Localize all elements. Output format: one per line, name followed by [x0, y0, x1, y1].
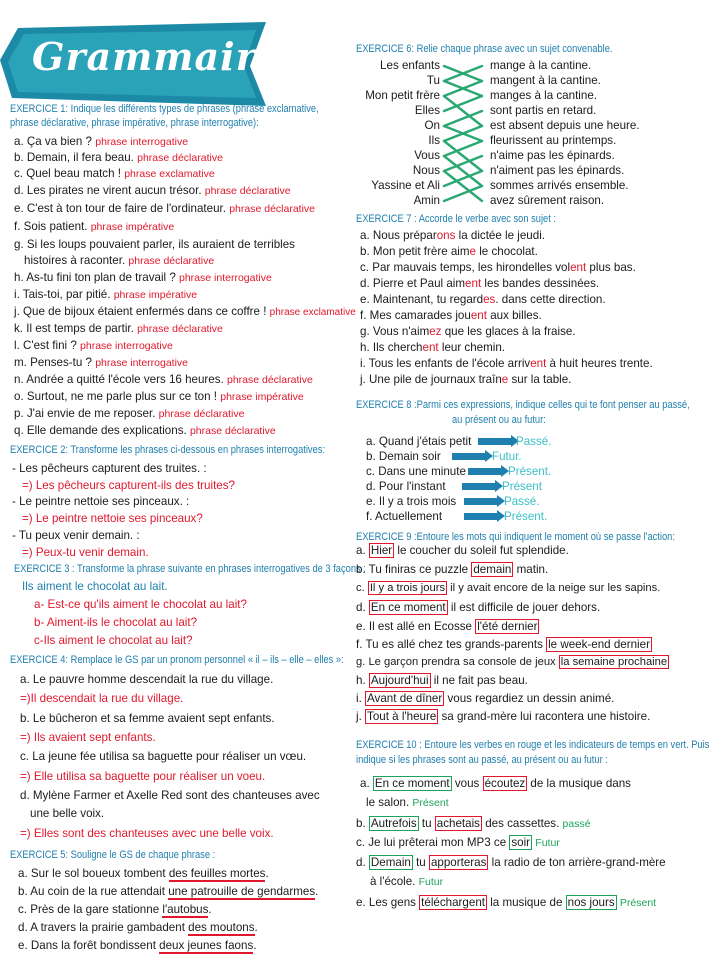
- ex5-heading: EXERCICE 5: Souligne le GS de chaque phrase :: [10, 849, 216, 861]
- ex8-answer: Présent.: [504, 510, 548, 523]
- ex4-heading: EXERCICE 4: Remplace le GS par un pronom personnel « il – ils – elle – elles »:: [10, 654, 344, 666]
- ex6-subject: Vous: [414, 149, 440, 162]
- ex9-item: d. En ce moment il est difficile de jouer dehors.: [356, 601, 601, 614]
- ex6-ending: sommes arrivés ensemble.: [490, 179, 629, 192]
- ex1-item-q: q. Elle demande des explications. phrase déclarative: [14, 424, 276, 437]
- ex6-subject: Ils: [428, 134, 440, 147]
- verb-circle: achetais: [436, 817, 480, 830]
- ex7-item: i. Tous les enfants de l'école arrivent à huit heures trente.: [360, 357, 653, 370]
- time-circle: Autrefois: [370, 817, 417, 830]
- ex10-item-c: c. Je lui prêterai mon MP3 ce soir Futur: [356, 836, 560, 849]
- ex1-item-g: g. Si les loups pouvaient parler, ils auraient de terribles: [14, 238, 295, 251]
- time-circle: Il y a trois jours: [369, 582, 446, 594]
- ex7-item: d. Pierre et Paul aiment les bandes dessinées.: [360, 277, 600, 290]
- ex9-item: c. Il y a trois jours il y avait encore de la neige sur les sapins.: [356, 582, 661, 594]
- ex1-item-i: i. Tais-toi, par pitié. phrase impérative: [14, 288, 198, 301]
- ex1-heading: EXERCICE 1: Indique les différents types de phrases (phrase exclamative, phrase déclarative, phrase impérative, phrase interrogative):: [10, 103, 319, 129]
- ex7-item: f. Mes camarades jouent aux billes.: [360, 309, 542, 322]
- gs-underline: l'autobus: [162, 903, 209, 916]
- ex1-item-g2: histoires à raconter. phrase déclarative: [24, 254, 215, 267]
- time-circle: Hier: [370, 544, 393, 557]
- ex8-expr: e. Il y a trois mois: [366, 495, 457, 508]
- ex1-item-h: h. As-tu fini ton plan de travail ? phrase interrogative: [14, 271, 272, 284]
- gs-underline: une patrouille de gendarmes: [168, 885, 316, 898]
- ex9-item: e. Il est allé en Ecosse l'été dernier: [356, 620, 538, 633]
- ex1-item-p: p. J'ai envie de me reposer. phrase déclarative: [14, 407, 245, 420]
- ex5-item-b: b. Au coin de la rue attendait une patrouille de gendarmes.: [18, 885, 319, 898]
- ex6-ending: manges à la cantine.: [490, 89, 597, 102]
- ex4-line-c: c. La jeune fée utilisa sa baguette pour réaliser un vœu.: [20, 750, 307, 763]
- ex6-ending: n'aiment pas les épinards.: [490, 164, 625, 177]
- ex2-heading: EXERCICE 2: Transforme les phrases ci-dessous en phrases interrogatives:: [10, 444, 326, 456]
- ex1-item-f: f. Sois patient. phrase impérative: [14, 220, 175, 233]
- ex8-heading-2: au présent ou au futur:: [452, 414, 546, 426]
- ex6-link-lines: [442, 58, 488, 210]
- arrow-icon: [462, 483, 496, 490]
- ex6-ending: fleurissent au printemps.: [490, 134, 617, 147]
- ex1-item-l: l. C'est fini ? phrase interrogative: [14, 339, 173, 352]
- ex4-line-d2: une belle voix.: [30, 807, 105, 820]
- time-circle: Demain: [370, 856, 411, 869]
- arrow-icon: [452, 453, 486, 460]
- verb-circle: apporteras: [430, 856, 487, 869]
- ex3-answer-c: c-Ils aiment le chocolat au lait?: [34, 634, 193, 647]
- ex8-expr: d. Pour l'instant: [366, 480, 446, 493]
- time-circle: Tout à l'heure: [367, 710, 437, 723]
- ex1-item-j: j. Que de bijoux étaient enfermés dans ce coffre ! phrase exclamative: [14, 305, 356, 318]
- ex10-item-a2: le salon. Présent: [366, 796, 449, 809]
- time-circle: nos jours: [567, 896, 615, 909]
- ex4-line-d: d. Mylène Farmer et Axelle Red sont des chanteuses avec: [20, 789, 320, 802]
- ex4-line-a: a. Le pauvre homme descendait la rue du village.: [20, 673, 274, 686]
- ex8-expr: c. Dans une minute: [366, 465, 466, 478]
- ex6-ending: est absent depuis une heure.: [490, 119, 640, 132]
- ex4-answer-c: =) Elle utilisa sa baguette pour réaliser un voeu.: [20, 770, 266, 783]
- ex8-heading: EXERCICE 8 :Parmi ces expressions, indique celles qui te font penser au passé,: [356, 399, 690, 411]
- ex8-answer: Futur.: [492, 450, 522, 463]
- ex10-heading-2: indique si les phrases sont au passé, au présent ou au futur :: [356, 754, 608, 766]
- ex9-item: g. Le garçon prendra sa console de jeux la semaine prochaine: [356, 656, 668, 668]
- time-circle: la semaine prochaine: [560, 656, 668, 668]
- ex4-answer-a: =)Il descendait la rue du village.: [20, 692, 184, 705]
- time-circle: Avant de dîner: [367, 692, 443, 705]
- ex1-item-e: e. C'est à ton tour de faire de l'ordinateur. phrase déclarative: [14, 202, 316, 215]
- gs-underline: deux jeunes faons: [159, 939, 254, 952]
- arrow-icon: [478, 438, 512, 445]
- ex6-subject: Les enfants: [380, 59, 440, 72]
- time-circle: Aujourd'hui: [370, 674, 429, 687]
- ex1-item-a: a. Ça va bien ? phrase interrogative: [14, 135, 189, 148]
- time-circle: demain: [473, 563, 512, 576]
- ex6-ending: n'aime pas les épinards.: [490, 149, 615, 162]
- time-circle: En ce moment: [374, 777, 450, 790]
- ex8-expr: f. Actuellement: [366, 510, 443, 523]
- ex3-sentence: Ils aiment le chocolat au lait.: [22, 580, 168, 593]
- ex8-expr: b. Demain soir: [366, 450, 441, 463]
- ex5-item-c: c. Près de la gare stationne l'autobus.: [18, 903, 212, 916]
- ex2-line-1: - Les pêcheurs capturent des truites. :: [12, 462, 207, 475]
- ex7-item: b. Mon petit frère aime le chocolat.: [360, 245, 538, 258]
- ex7-heading: EXERCICE 7 : Accorde le verbe avec son sujet :: [356, 213, 557, 225]
- ex6-ending: mangent à la cantine.: [490, 74, 601, 87]
- ex6-subject: Nous: [412, 164, 440, 177]
- ex8-answer: Présent: [502, 480, 542, 493]
- ex9-item: f. Tu es allé chez tes grands-parents le week-end dernier: [356, 638, 650, 651]
- ex4-answer-b: =) Ils avaient sept enfants.: [20, 731, 156, 744]
- ex9-heading: EXERCICE 9 :Entoure les mots qui indiquent le moment où se passe l'action:: [356, 531, 675, 543]
- ex6-subject: Amin: [413, 194, 440, 207]
- ex7-item: h. Ils cherchent leur chemin.: [360, 341, 506, 354]
- arrow-icon: [464, 498, 498, 505]
- ex9-item: b. Tu finiras ce puzzle demain matin.: [356, 563, 549, 576]
- ex8-expr: a. Quand j'étais petit: [366, 435, 472, 448]
- verb-circle: téléchargent: [421, 896, 485, 909]
- ex4-answer-d: =) Elles sont des chanteuses avec une belle voix.: [20, 827, 274, 840]
- ex3-answer-a: a- Est-ce qu'ils aiment le chocolat au lait?: [34, 598, 247, 611]
- ex10-item-e: e. Les gens téléchargent la musique de nos jours Présent: [356, 896, 657, 909]
- ex1-item-m: m. Penses-tu ? phrase interrogative: [14, 356, 189, 369]
- ex5-item-e: e. Dans la forêt bondissent deux jeunes faons.: [18, 939, 257, 952]
- ex6-ending: sont partis en retard.: [490, 104, 597, 117]
- ex9-item: j. Tout à l'heure sa grand-mère lui racontera une histoire.: [356, 710, 651, 723]
- ex1-item-b: b. Demain, il fera beau. phrase déclarative: [14, 151, 223, 164]
- ex1-item-o: o. Surtout, ne me parle plus sur ce ton ! phrase impérative: [14, 390, 304, 403]
- ex7-item: j. Une pile de journaux traîne sur la table.: [360, 373, 572, 386]
- ex2-line-2: - Le peintre nettoie ses pinceaux. :: [12, 495, 190, 508]
- time-circle: En ce moment: [370, 601, 446, 614]
- ex1-item-d: d. Les pirates ne virent aucun trésor. phrase déclarative: [14, 184, 291, 197]
- ex3-answer-b: b- Aiment-ils le chocolat au lait?: [34, 616, 198, 629]
- ex2-answer-2: =) Le peintre nettoie ses pinceaux?: [22, 512, 203, 525]
- ex7-item: e. Maintenant, tu regardes. dans cette direction.: [360, 293, 606, 306]
- ex1-item-c: c. Quel beau match ! phrase exclamative: [14, 167, 215, 180]
- ex6-subject: On: [424, 119, 440, 132]
- ex2-line-3: - Tu peux venir demain. :: [12, 529, 140, 542]
- ex9-item: i. Avant de dîner vous regardiez un dessin animé.: [356, 692, 615, 705]
- time-circle: l'été dernier: [477, 620, 538, 633]
- ex10-item-b: b. Autrefois tu achetais des cassettes. passé: [356, 817, 591, 830]
- verb-circle: écoutez: [484, 777, 526, 790]
- ex7-item: c. Par mauvais temps, les hirondelles volent plus bas.: [360, 261, 636, 274]
- ex7-item: a. Nous préparons la dictée le jeudi.: [360, 229, 545, 242]
- arrow-icon: [464, 513, 498, 520]
- ex5-item-a: a. Sur le sol boueux tombent des feuilles mortes.: [18, 867, 269, 880]
- ex10-heading: EXERCICE 10 : Entoure les verbes en rouge et les indicateurs de temps en vert. Puis: [356, 739, 709, 751]
- ex6-heading: EXERCICE 6: Relie chaque phrase avec un sujet convenable.: [356, 43, 613, 55]
- ex2-answer-1: =) Les pêcheurs capturent-ils des truites?: [22, 479, 235, 492]
- ex9-item: a. Hier le coucher du soleil fut splendide.: [356, 544, 569, 557]
- ex6-ending: avez sûrement raison.: [490, 194, 605, 207]
- ex8-answer: Passé.: [516, 435, 552, 448]
- gs-underline: des moutons: [188, 921, 255, 934]
- gs-underline: des feuilles mortes: [168, 867, 266, 880]
- ex7-item: g. Vous n'aimez que les glaces à la fraise.: [360, 325, 576, 338]
- ex6-ending: mange à la cantine.: [490, 59, 592, 72]
- ex1-item-k: k. Il est temps de partir. phrase déclarative: [14, 322, 223, 335]
- ex10-item-a: a. En ce moment vous écoutez de la musique dans: [360, 777, 631, 790]
- ex2-answer-3: =) Peux-tu venir demain.: [22, 546, 149, 559]
- ex9-item: h. Aujourd'hui il ne fait pas beau.: [356, 674, 528, 687]
- ex3-heading: EXERCICE 3 : Transforme la phrase suivante en phrases interrogatives de 3 façons :: [14, 563, 366, 575]
- arrow-icon: [468, 468, 502, 475]
- ex6-subject: Tu: [426, 74, 440, 87]
- time-circle: le week-end dernier: [548, 638, 650, 651]
- time-circle: soir: [511, 836, 531, 849]
- page-title: Grammaire: [32, 34, 282, 79]
- ex6-subject: Mon petit frère: [365, 89, 440, 102]
- ex6-subject: Elles: [414, 104, 440, 117]
- ex5-item-d: d. A travers la prairie gambadent des moutons.: [18, 921, 258, 934]
- ex8-answer: Passé.: [504, 495, 540, 508]
- ex4-line-b: b. Le bûcheron et sa femme avaient sept enfants.: [20, 712, 275, 725]
- ex10-item-d: d. Demain tu apporteras la radio de ton arrière-grand-mère: [356, 856, 666, 869]
- ex10-item-d2: à l'école. Futur: [370, 875, 444, 888]
- ex8-answer: Présent.: [508, 465, 552, 478]
- ex1-item-n: n. Andrée a quitté l'école vers 16 heures. phrase déclarative: [14, 373, 313, 386]
- ex6-subject: Yassine et Ali: [371, 179, 440, 192]
